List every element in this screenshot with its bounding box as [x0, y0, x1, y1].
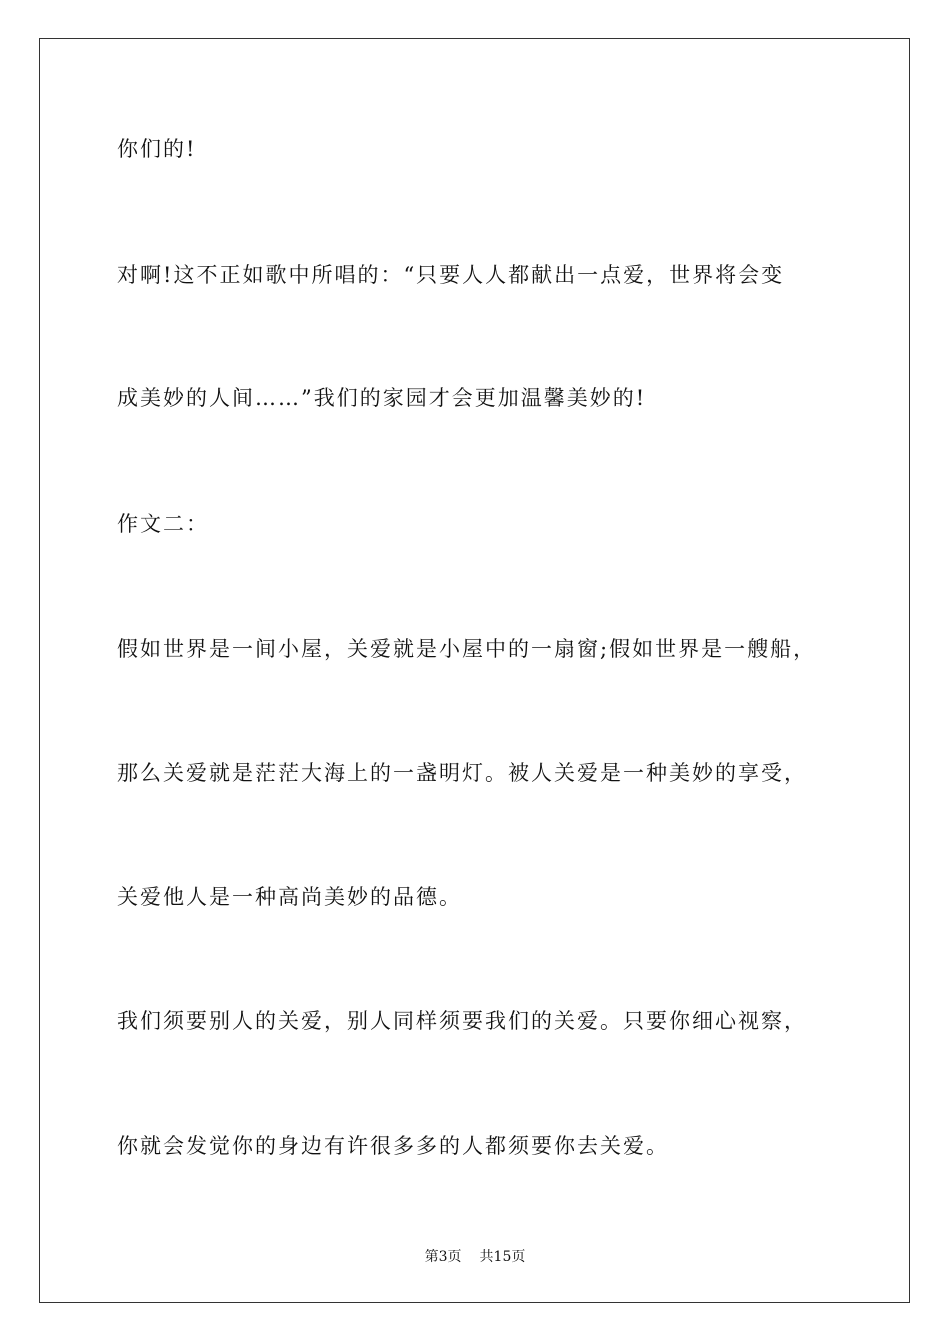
paragraph-line-2: 对啊!这不正如歌中所唱的：“只要人人都献出一点爱，世界将会变	[117, 263, 785, 287]
page-total: 共15页	[479, 1249, 526, 1265]
page-footer	[0, 1246, 950, 1266]
paragraph-line-1: 你们的!	[117, 137, 197, 161]
page-border	[39, 38, 910, 1303]
paragraph-line-7: 我们须要别人的关爱，别人同样须要我们的关爱。只要你细心视察，	[117, 1009, 807, 1033]
section-heading: 作文二：	[117, 512, 209, 536]
page-number: 第3页	[424, 1249, 462, 1265]
paragraph-line-8: 你就会发觉你的身边有许很多多的人都须要你去关爱。	[117, 1134, 669, 1158]
paragraph-line-6: 关爱他人是一种高尚美妙的品德。	[117, 885, 462, 909]
paragraph-line-5: 那么关爱就是茫茫大海上的一盏明灯。被人关爱是一种美妙的享受，	[117, 761, 807, 785]
paragraph-line-3: 成美妙的人间……”我们的家园才会更加温馨美妙的!	[117, 386, 647, 410]
paragraph-line-4: 假如世界是一间小屋，关爱就是小屋中的一扇窗;假如世界是一艘船，	[117, 637, 817, 661]
